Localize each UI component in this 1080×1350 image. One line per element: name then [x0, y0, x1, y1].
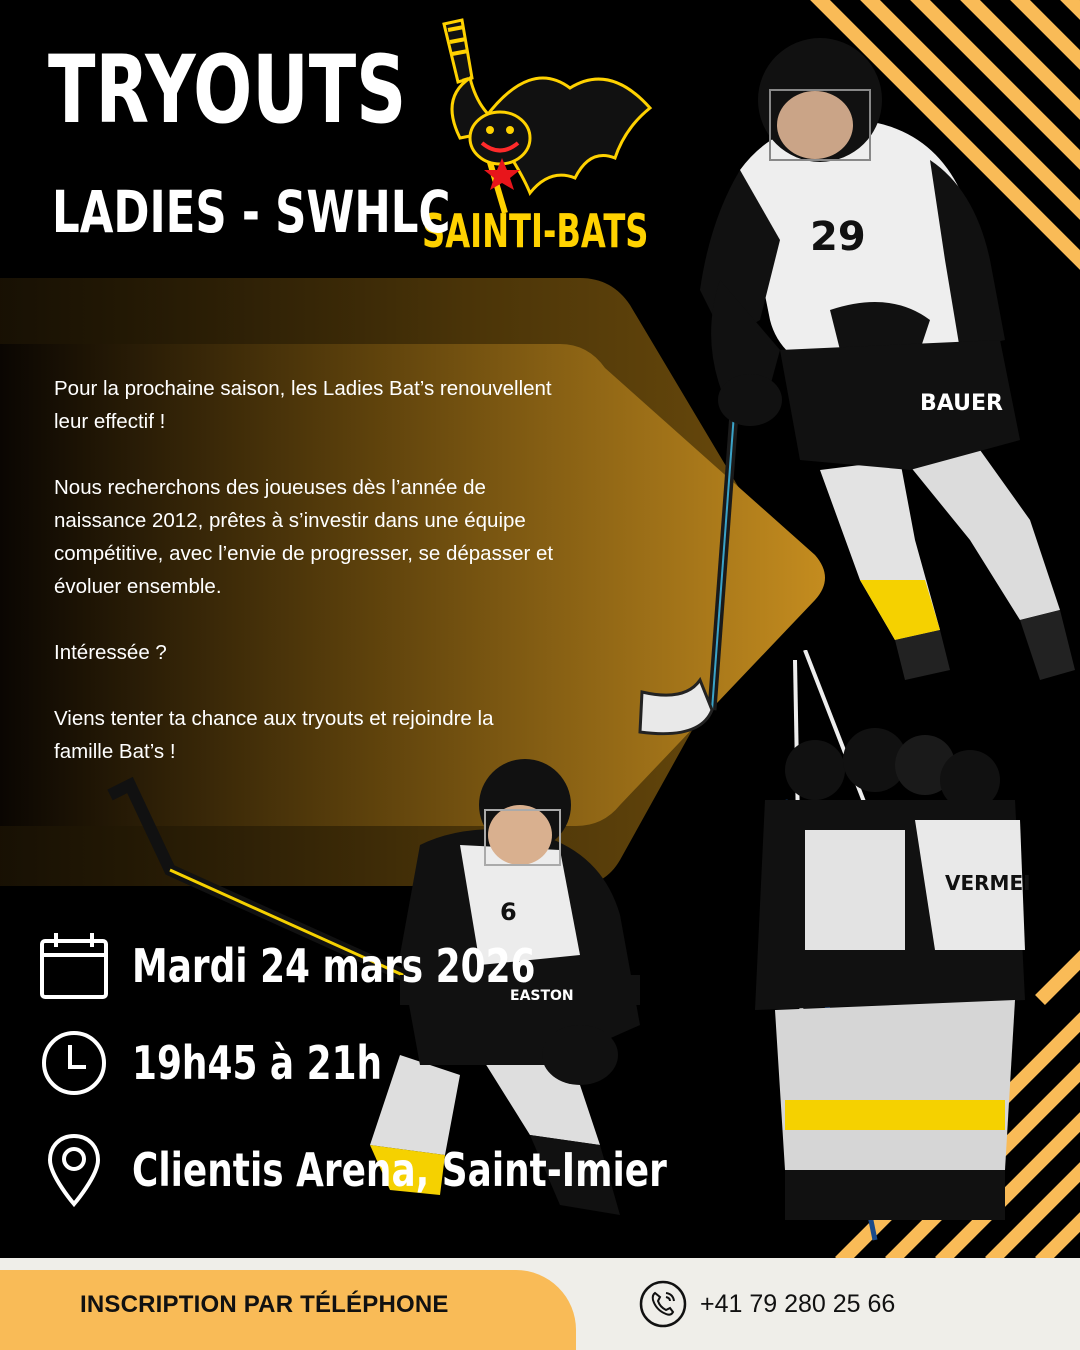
page-subtitle: LADIES - SWHLC: [52, 178, 451, 246]
phone-number[interactable]: +41 79 280 25 66: [700, 1290, 896, 1318]
svg-text:6: 6: [500, 898, 517, 926]
location-pin-icon: [36, 1132, 112, 1208]
event-location: Clientis Arena, Saint-Imier: [132, 1143, 667, 1197]
svg-text:BAUER: BAUER: [920, 391, 1003, 416]
event-time: 19h45 à 21h: [132, 1036, 383, 1090]
logo-wordmark: SAINTI-BATS: [422, 204, 649, 258]
event-location-row: [36, 1130, 818, 1210]
intro-paragraph: Pour la prochaine saison, les Ladies Bat’s renouvellent leur effectif !: [54, 377, 552, 433]
intro-text: [54, 372, 554, 801]
svg-text:VERMEI: VERMEI: [945, 871, 1031, 895]
intro-paragraph: Nous recherchons des joueuses dès l’année de naissance 2012, prêtes à s’investir dans une équipe compétitive, avec l’envie de progresser, se dépasser et évoluer ensemble.: [54, 476, 554, 598]
event-time-row: [36, 1023, 453, 1103]
intro-paragraph: Viens tenter ta chance aux tryouts et rejoindre la famille Bat’s !: [54, 707, 494, 763]
page-title: TRYOUTS: [48, 36, 407, 145]
svg-text:29: 29: [810, 214, 866, 260]
intro-paragraph: Intéressée ?: [54, 641, 167, 664]
event-date: Mardi 24 mars 2026: [132, 939, 536, 993]
player-photo-top: [630, 20, 1080, 750]
phone-icon: [638, 1279, 688, 1329]
registration-label: INSCRIPTION PAR TÉLÉPHONE: [80, 1291, 449, 1318]
svg-text:EASTON: EASTON: [510, 988, 574, 1004]
calendar-icon: [36, 928, 112, 1004]
event-date-row: [36, 926, 649, 1006]
clock-icon: [36, 1025, 112, 1101]
